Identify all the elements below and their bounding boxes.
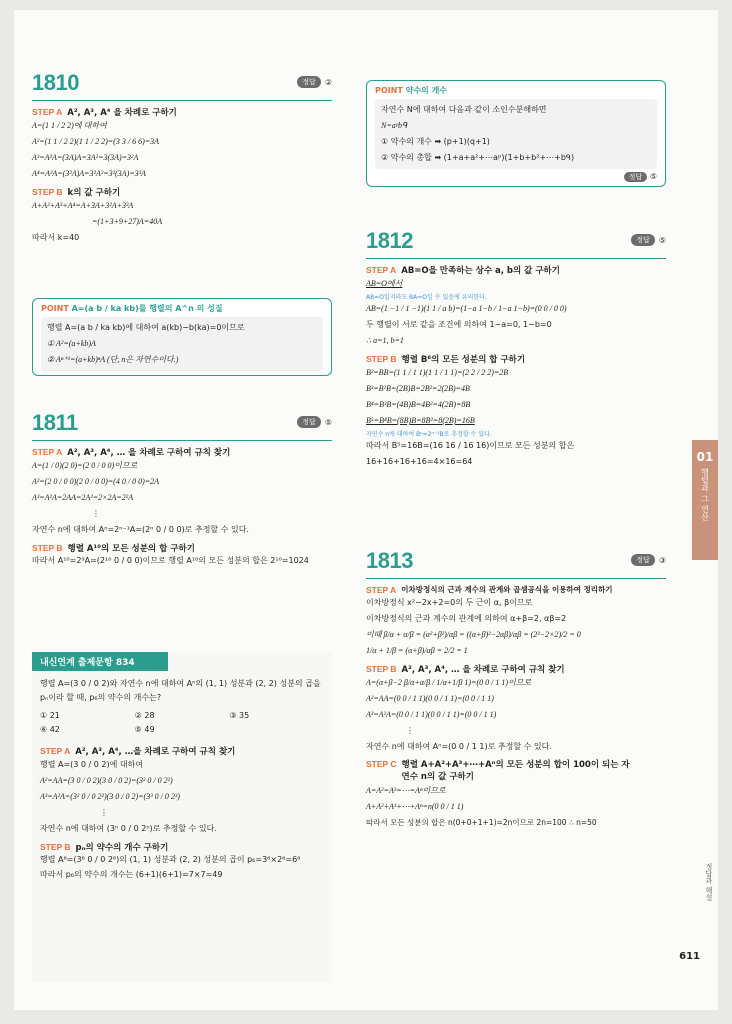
- step-label: STEP A: [366, 265, 397, 275]
- divider: [366, 258, 666, 259]
- answer-tag: 정답: [631, 234, 655, 246]
- solution-line: A²=AA=(3 0 / 0 2)(3 0 / 0 2)=(3² 0 / 0 2²): [40, 776, 173, 785]
- solution-line: 행렬 A⁶=(3⁶ 0 / 0 2⁶)의 (1, 1) 성분과 (2, 2) 성분의 곱이 p₆=3⁶×2⁶=6⁶: [40, 855, 301, 864]
- solution-line: A²=AA=(0 0 / 1 1)(0 0 / 1 1)=(0 0 / 1 1): [366, 694, 494, 703]
- solution-line: 16+16+16+16=4×16=64: [366, 457, 473, 466]
- answer-badge: [631, 554, 666, 566]
- step-label: STEP A: [366, 584, 397, 595]
- solution-line: 자연수 n에 대하여 Aⁿ=(0 0 / 1 1)로 추정할 수 있다.: [366, 742, 552, 751]
- step-label: STEP B: [32, 187, 63, 197]
- step-b: [32, 542, 322, 554]
- step-title: A², A³, A⁴, …을 차례로 구하여 규칙 찾기: [75, 747, 236, 757]
- problem-number: 1812: [366, 228, 413, 253]
- step-title: A², A³, A⁴, … 을 차례로 구하여 규칙 찾기: [401, 665, 565, 675]
- solution-line: 따라서 B⁵=16B=(16 16 / 16 16)이므로 모든 성분의 합은: [366, 441, 575, 450]
- solution-body: [32, 106, 177, 246]
- section-label: 정답과 해설: [705, 862, 713, 900]
- step-title: 행렬 A¹⁰의 모든 성분의 합 구하기: [67, 544, 195, 554]
- choice[interactable]: ④ 42: [40, 725, 60, 734]
- solution-line: A=(α+β−2 β/α+α/β / 1/α+1/β 1)=(0 0 / 1 1)이므로: [366, 678, 532, 687]
- solution-line: A³=A²A=(0 0 / 1 1)(0 0 / 1 1)=(0 0 / 1 1): [366, 710, 497, 719]
- divider: [366, 578, 666, 579]
- step-a: [366, 584, 666, 595]
- step-label: STEP A: [40, 746, 71, 756]
- chapter-number: 01: [696, 450, 714, 464]
- solution-line: 따라서 A¹⁰=2⁹A=(2¹⁰ 0 / 0 0)이므로 행렬 A¹⁰의 모든 성분의 합은 2¹⁰=1024: [32, 556, 309, 565]
- exam-header: 내신연계 출제문항 834: [32, 652, 168, 671]
- solution-line: 따라서 모든 성분의 합은 n(0+0+1+1)=2n이므로 2n=100 ∴ n=50: [366, 818, 597, 827]
- step-label: STEP B: [366, 664, 397, 674]
- solution-line: AB=O에서: [366, 279, 403, 288]
- divider: [32, 100, 332, 101]
- step-title: k의 값 구하기: [67, 188, 121, 198]
- divider: [32, 440, 332, 441]
- choice[interactable]: ② 28: [134, 711, 155, 720]
- answer-tag: 정답: [631, 554, 655, 566]
- choice[interactable]: ③ 35: [229, 711, 250, 720]
- note: AB=O일지라도 BA=O일 수 있음에 유의한다.: [366, 294, 487, 301]
- solution-line: A³=A²A=(3A)A=3A²=3(3A)=3²A: [32, 153, 139, 162]
- solution-line: 이차방정식의 근과 계수의 관계에 의하여 α+β=2, αβ=2: [366, 614, 567, 623]
- point-label: POINT: [375, 86, 403, 95]
- problem-number: 1810: [32, 70, 79, 95]
- step-b: [32, 186, 177, 198]
- step-a: [40, 745, 324, 757]
- step-title: 행렬 B⁶의 모든 성분의 합 구하기: [401, 355, 526, 365]
- step-label: STEP B: [366, 354, 397, 364]
- step-a: [32, 446, 322, 458]
- exam-choices: [40, 709, 324, 737]
- point-line: ① A²=(a+kb)A: [47, 339, 96, 348]
- solution-line: B³=B²B=(2B)B=2B²=2(2B)=4B: [366, 384, 470, 393]
- solution-line: A²=(1 1 / 2 2)(1 1 / 2 2)=(3 3 / 6 6)=3A: [32, 137, 160, 146]
- solution-line: B⁴=B³B=(4B)B=4B²=4(2B)=8B: [366, 400, 471, 409]
- point-line: 자연수 N에 대하여 다음과 같이 소인수분해하면: [381, 105, 547, 114]
- solution-line: 자연수 n에 대하여 Aⁿ=2ⁿ⁻¹A=(2ⁿ 0 / 0 0)로 추정할 수 있다.: [32, 525, 249, 534]
- solution-line: A=(1 / 0)(2 0)=(2 0 / 0 0)이므로: [32, 461, 138, 470]
- solution-line: A+A²+A³+⋯+Aⁿ=n(0 0 / 1 1): [366, 802, 464, 811]
- solution-line: 행렬 A=(3 0 / 0 2)에 대하여: [40, 760, 144, 769]
- step-label: STEP B: [40, 842, 71, 852]
- step-title: A², A³, A⁴, … 을 차례로 구하여 규칙 찾기: [67, 448, 231, 458]
- step-label: STEP A: [32, 447, 63, 457]
- problem-number: 1813: [366, 548, 413, 573]
- answer-badge: [297, 416, 332, 428]
- step-title: 이차방정식의 근과 계수의 관계와 곱셈공식을 이용하여 정리하기: [401, 585, 613, 594]
- problem-1811: [32, 410, 332, 565]
- solution-body: [366, 264, 574, 470]
- point-label: POINT: [41, 304, 69, 313]
- solution-line: 두 행렬이 서로 같을 조건에 의하여 1−a=0, 1−b=0: [366, 320, 552, 329]
- solution-line: 이때 β/α + α/β = (α²+β²)/αβ = ((α+β)²−2αβ)/αβ = (2²−2×2)/2 = 0: [366, 630, 581, 639]
- point-line: ② Aⁿ⁺¹=(a+kb)ⁿA (단, n은 자연수이다.): [47, 355, 179, 364]
- solution-body: [32, 446, 322, 568]
- step-label: STEP C: [366, 759, 397, 769]
- step-title: 행렬 A+A²+A³+⋯+Aⁿ의 모든 성분의 합이 100이 되는 자연수 n의 값 구하기: [401, 760, 630, 782]
- solution-line: A=(1 1 / 2 2)에 대하여: [32, 121, 107, 130]
- step-b: [366, 353, 574, 365]
- solution-line: 자연수 n에 대하여 (3ⁿ 0 / 0 2ⁿ)로 추정할 수 있다.: [40, 824, 217, 833]
- page: [14, 10, 718, 1010]
- choice[interactable]: ① 21: [40, 711, 60, 720]
- solution-line: A=A²=A³=⋯=Aⁿ이므로: [366, 786, 446, 795]
- solution-line: ⋮: [100, 808, 108, 817]
- step-c: [366, 759, 666, 783]
- solution-line: ∴ a=1, b=1: [366, 336, 404, 345]
- solution-line: A³=A²A=(3² 0 / 0 2²)(3 0 / 0 2)=(3³ 0 / 0 2³): [40, 792, 180, 801]
- step-label: STEP B: [32, 543, 63, 553]
- step-title: A², A³, A⁴ 을 차례로 구하기: [67, 108, 177, 118]
- answer-tag: 정답: [297, 76, 321, 88]
- page-number: 611: [679, 951, 700, 962]
- solution-line: B²=BB=(1 1 / 1 1)(1 1 / 1 1)=(2 2 / 2 2)=2B: [366, 368, 509, 377]
- solution-line: A+A²+A³+A⁴=A+3A+3²A+3³A: [32, 201, 134, 210]
- step-b: [366, 663, 666, 675]
- point-line: ② 약수의 총합 ➡ (1+a+a²+⋯aᵖ)(1+b+b²+⋯+bᑫ): [381, 153, 575, 162]
- note: 자연수 n에 대하여 Bⁿ=2ⁿ⁻¹B로 추정할 수 있다.: [366, 431, 492, 438]
- chapter-label: 행렬과 그 연산: [700, 468, 710, 522]
- chapter-tab[interactable]: [692, 440, 718, 560]
- related-exam: [32, 652, 332, 982]
- point-title: A=(a b / ka kb)를 행렬의 A^n 의 성질: [71, 304, 223, 313]
- solution-line: A²=(2 0 / 0 0)(2 0 / 0 0)=(4 0 / 0 0)=2A: [32, 477, 160, 486]
- answer-value: ⑤: [649, 172, 657, 181]
- solution-line: A⁴=A³A=(3²A)A=3²A²=3²(3A)=3³A: [32, 169, 146, 178]
- solution-line: ⋮: [406, 726, 414, 735]
- answer-value: ②: [324, 77, 332, 87]
- point-header: [375, 85, 657, 96]
- answer-value: ③: [658, 555, 666, 565]
- step-a: [32, 106, 177, 118]
- step-b: [40, 841, 324, 853]
- solution-body: [366, 584, 666, 831]
- point-line: ① 약수의 개수 ➡ (p+1)(q+1): [381, 137, 490, 146]
- point-box: [32, 298, 332, 376]
- answer-value: ⑤: [658, 235, 666, 245]
- solution-line: B⁵=B⁴B=(8B)B=8B²=8(2B)=16B: [366, 416, 475, 425]
- choice[interactable]: ⑤ 49: [134, 725, 155, 734]
- answer-tag: 정답: [624, 172, 648, 182]
- exam-question: 행렬 A=(3 0 / 0 2)와 자연수 n에 대하여 Aⁿ의 (1, 1) 성분과 (2, 2) 성분의 곱을 pₙ이라 할 때, p₆의 약수의 개수는?: [40, 679, 321, 702]
- answer-badge: [297, 76, 332, 88]
- step-title: AB=O을 만족하는 상수 a, b의 값 구하기: [401, 266, 560, 276]
- solution-line: 1/α + 1/β = (α+β)/αβ = 2/2 = 1: [366, 646, 468, 655]
- solution-line: AB=(1 −1 / 1 −1)(1 1 / a b)=(1−a 1−b / 1−a 1−b)=(0 0 / 0 0): [366, 304, 567, 313]
- problem-1813: [366, 548, 666, 827]
- answer-tag: 정답: [297, 416, 321, 428]
- step-title: pₙ의 약수의 개수 구하기: [75, 843, 169, 853]
- step-label: STEP A: [32, 107, 63, 117]
- point-box-divisors: [366, 80, 666, 187]
- point-title: 약수의 개수: [405, 86, 448, 95]
- solution-line: 이차방정식 x²−2x+2=0의 두 근이 α, β이므로: [366, 598, 533, 607]
- answer-badge: [375, 172, 657, 182]
- point-line: 행렬 A=(a b / ka kb)에 대하여 a(kb)−b(ka)=0이므로: [47, 323, 245, 332]
- solution-line: A³=A²A=2AA=2A²=2×2A=2²A: [32, 493, 134, 502]
- point-line: N=aᵖbᑫ: [381, 121, 408, 130]
- answer-badge: [631, 234, 666, 246]
- solution-line: ⋮: [92, 509, 100, 518]
- point-header: [41, 303, 323, 314]
- step-a: [366, 264, 574, 276]
- answer-value: ⑤: [324, 417, 332, 427]
- problem-1812: [366, 228, 666, 466]
- problem-1810: [32, 70, 332, 364]
- point-content: [41, 317, 323, 371]
- solution-line: 따라서 k=40: [32, 233, 80, 242]
- solution-line: 따라서 p₆의 약수의 개수는 (6+1)(6+1)=7×7=49: [40, 870, 223, 879]
- problem-number: 1811: [32, 410, 78, 435]
- solution-line: =(1+3+9+27)A=40A: [92, 217, 163, 226]
- point-content: [375, 99, 657, 169]
